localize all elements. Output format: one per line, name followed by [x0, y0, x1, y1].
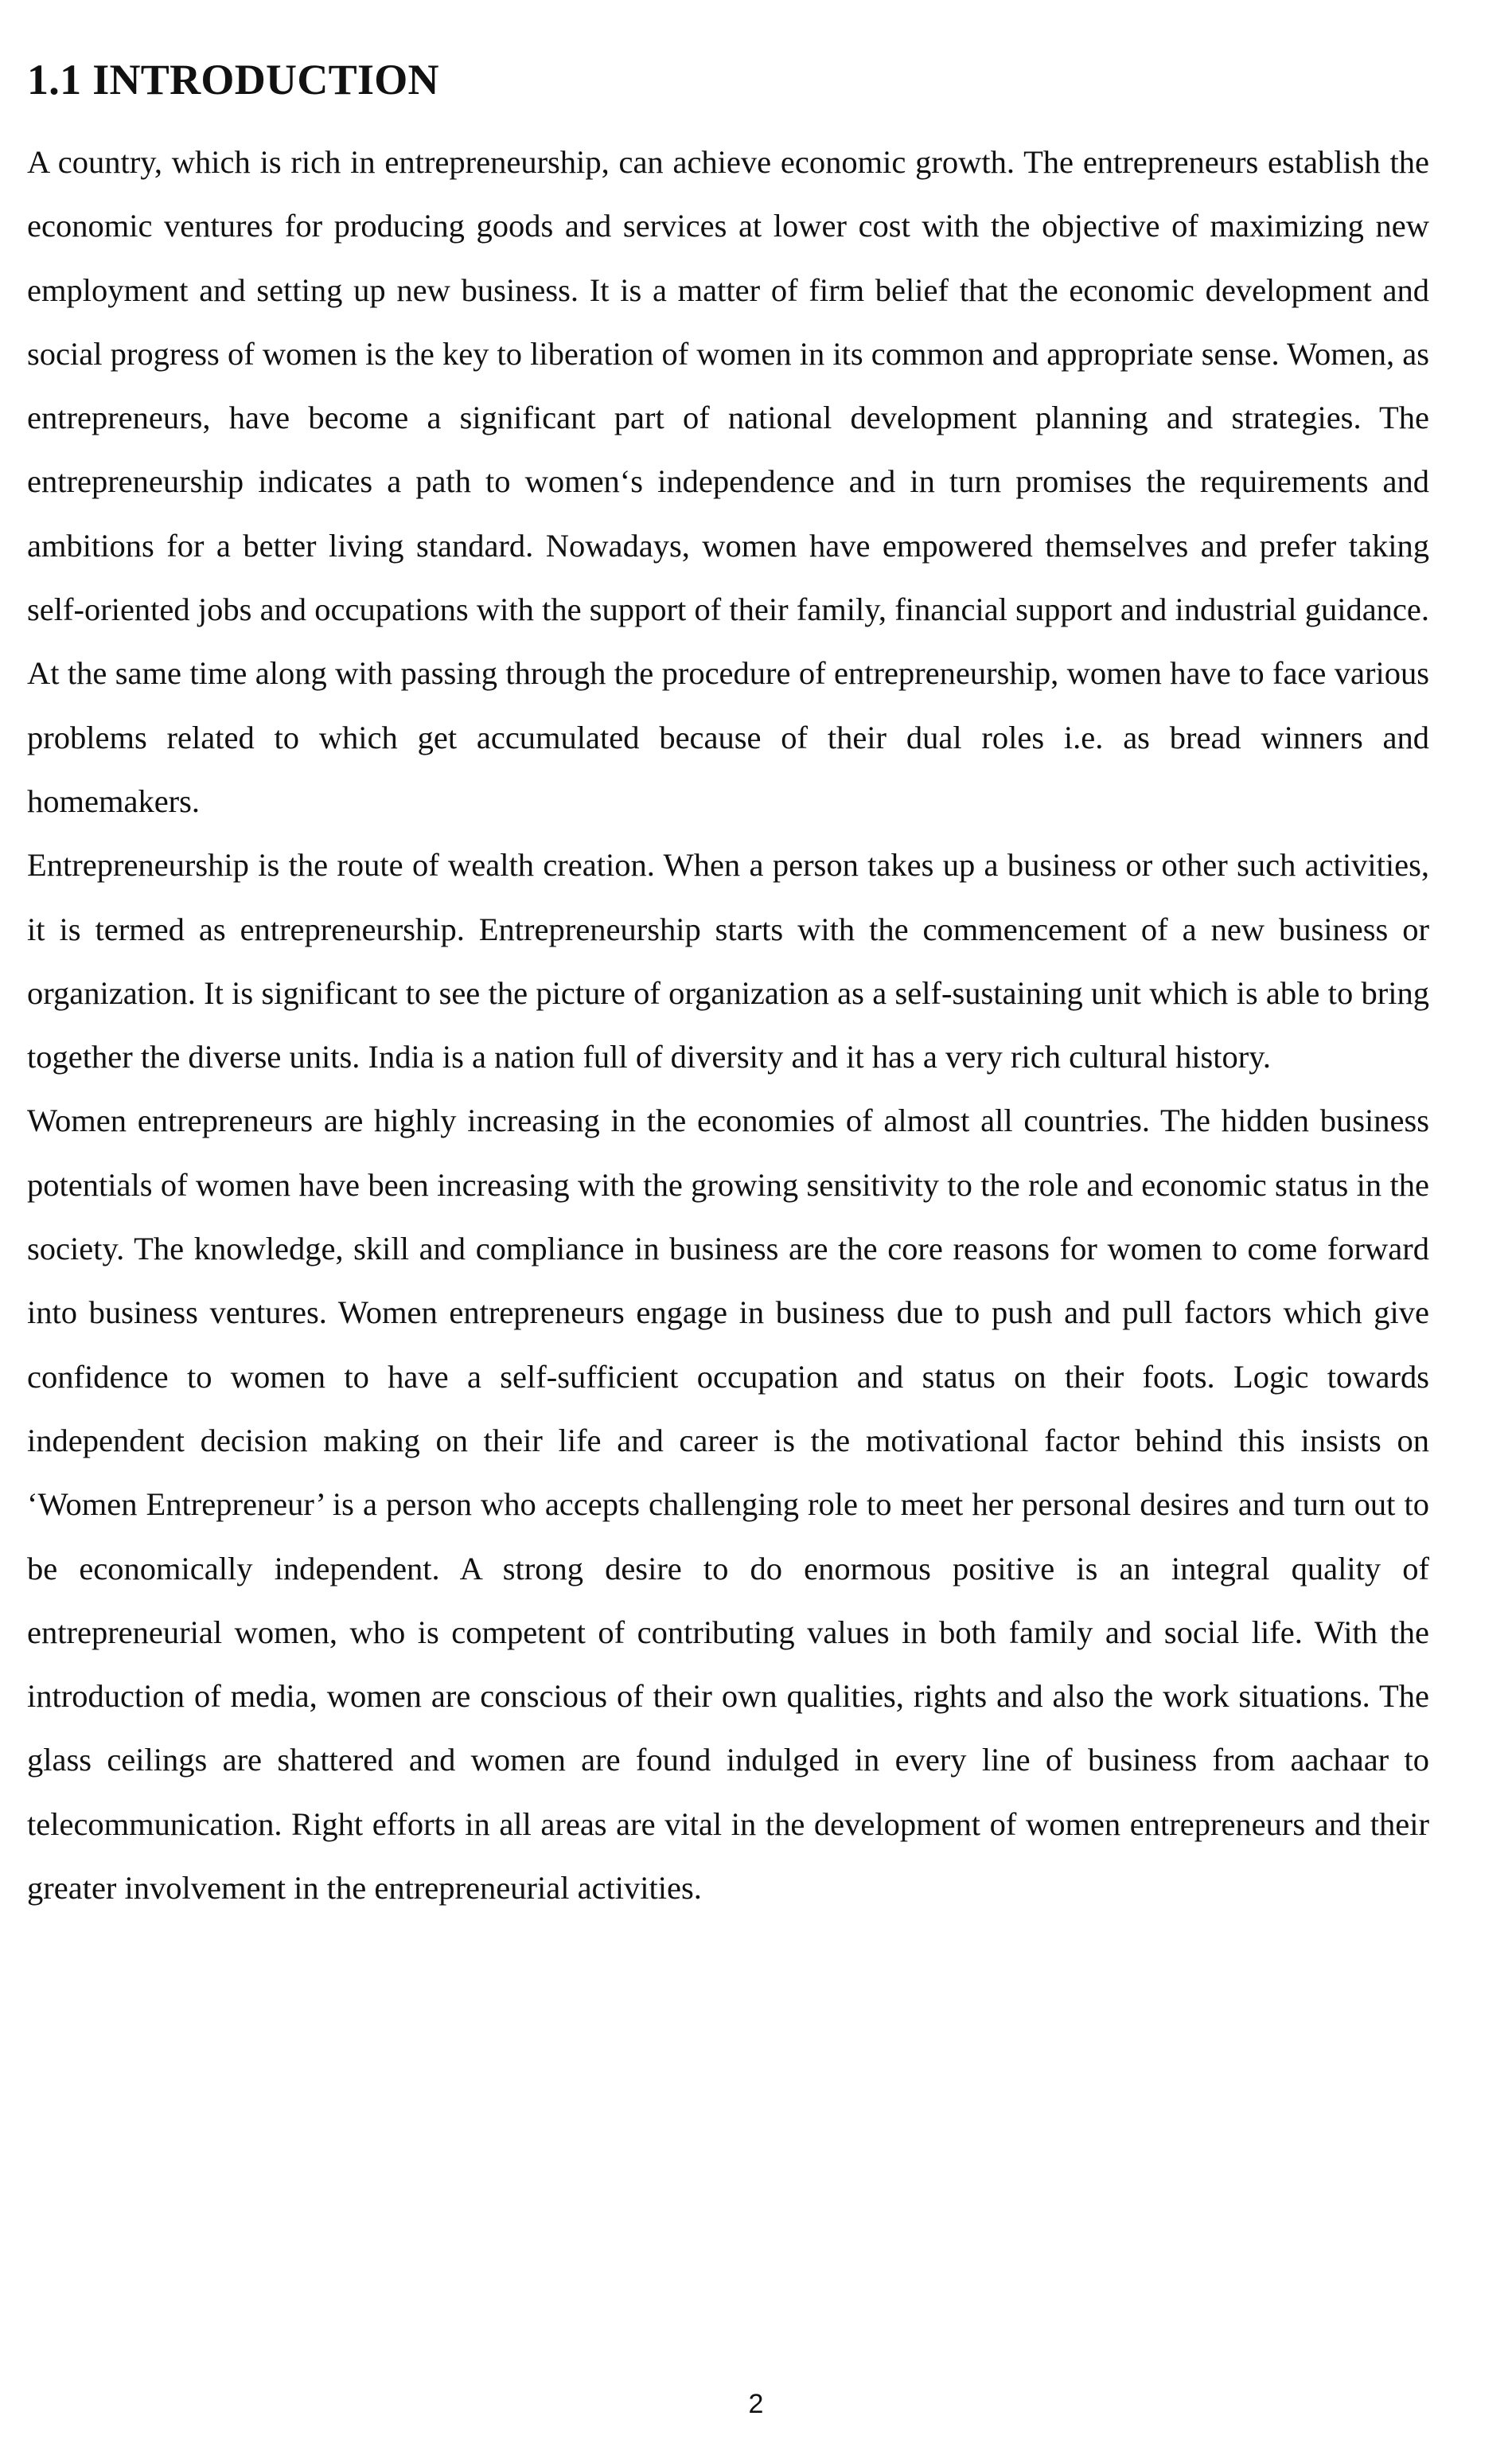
- paragraph-women-entrepreneurs: Women entrepreneurs are highly increasing in the economies of almost all countries. The hidden business potentials of women have been increasing with the growing sensitivity to the role and economic status in the society. The knowledge, skill and compliance in business are the core reasons for women to come forward into business ventures. Women entrepreneurs engage in business due to push and pull factors which give confidence to women to have a self-sufficient occupation and status on their foots. Logic towards independent decision making on their life and career is the motivational factor behind this insists on ‘Women Entrepreneur’ is a person who accepts challenging role to meet her personal desires and turn out to be economically independent. A strong desire to do enormous positive is an integral quality of entrepreneurial women, who is competent of contributing values in both family and social life. With the introduction of media, women are conscious of their own qualities, rights and also the work situations. The glass ceilings are shattered and women are found indulged in every line of business from aachaar to telecommunication. Right efforts in all areas are vital in the development of women entrepreneurs and their greater involvement in the entrepreneurial activities.: [27, 1103, 1429, 1907]
- page-number: 2: [748, 2389, 764, 2419]
- section-heading: 1.1 INTRODUCTION: [27, 56, 439, 103]
- paragraph-wealth-creation: Entrepreneurship is the route of wealth creation. When a person takes up a business or other such activities, it is termed as entrepreneurship. Entrepreneurship starts with the commencement of a new business or organization. It is significant to see the picture of organization as a self-sustaining unit which is able to bring together the diverse units. India is a nation full of diversity and it has a very rich cultural history.: [27, 847, 1429, 1075]
- page-body: [27, 49, 1429, 1920]
- paragraph-country-growth: A country, which is rich in entrepreneurship, can achieve economic growth. The entrepreneurs establish the economic ventures for producing goods and services at lower cost with the objective of maximizing new employment and setting up new business. It is a matter of firm belief that the economic development and social progress of women is the key to liberation of women in its common and appropriate sense. Women, as entrepreneurs, have become a significant part of national development planning and strategies. The entrepreneurship indicates a path to women‘s independence and in turn promises the requirements and ambitions for a better living standard. Nowadays, women have empowered themselves and prefer taking self-oriented jobs and occupations with the support of their family, financial support and industrial guidance. At the same time along with passing through the procedure of entrepreneurship, women have to face various problems related to which get accumulated because of their dual roles i.e. as bread winners and homemakers.: [27, 144, 1429, 819]
